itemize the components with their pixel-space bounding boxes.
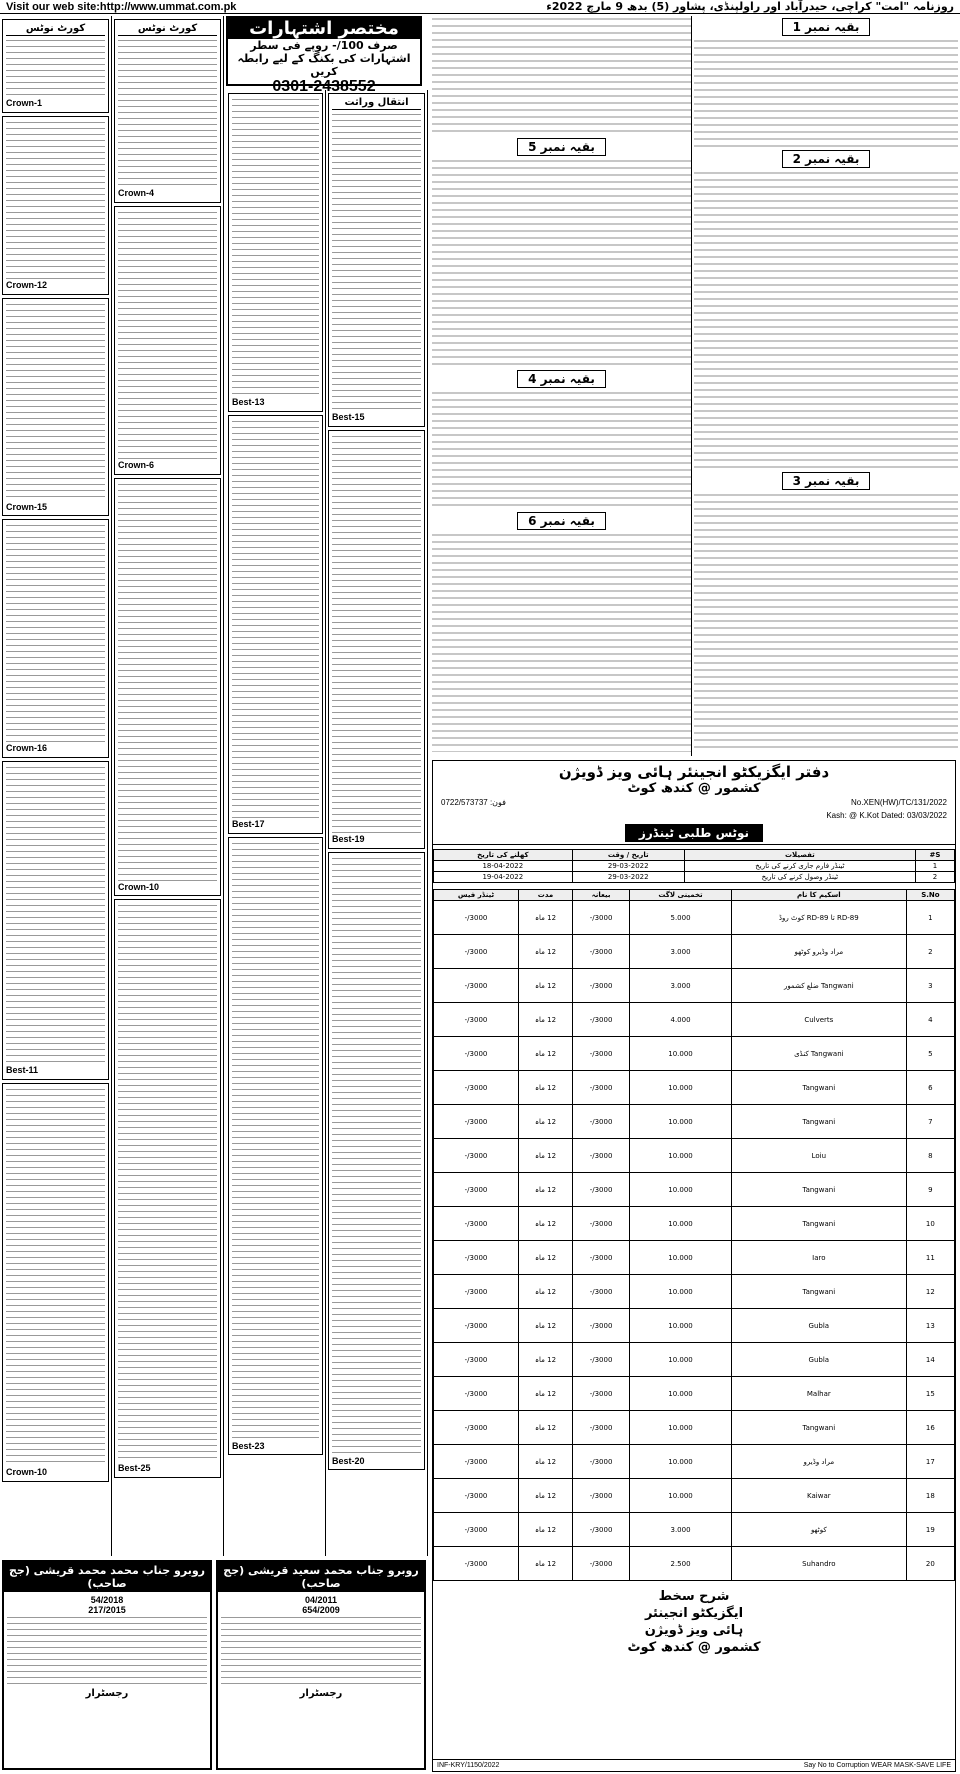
table-cell: 3000/- [434, 1513, 519, 1547]
table-cell: 14 [906, 1343, 954, 1377]
case-label: Best-15 [332, 412, 365, 422]
table-row [434, 901, 955, 935]
table-cell: 4.000 [630, 1003, 732, 1037]
case-label: Crown-15 [6, 501, 48, 512]
table-cell: 9 [906, 1173, 954, 1207]
table-cell: 3000/- [572, 1445, 629, 1479]
court-notice [328, 852, 425, 1471]
table-cell: 3000/- [572, 1173, 629, 1207]
table-row [434, 969, 955, 1003]
case-label: Crown-12 [6, 279, 48, 290]
tender-signature: شرح سخط ایگزیکٹو انجینئر ہائی ویز ڈویژن کشمور @ کندھ کوٹ [627, 1589, 761, 1655]
table-cell: 1 [906, 901, 954, 935]
ads-title: مختصر اشتہارات [228, 18, 420, 39]
works-col: اسکیم کا نام [731, 890, 906, 901]
table-cell: 3000/- [572, 1071, 629, 1105]
table-cell: 12 ماہ [519, 1105, 573, 1139]
table-cell: 3000/- [572, 1513, 629, 1547]
court-notice-column-4 [326, 90, 428, 1556]
tender-date: Kash: @ K.Kot Dated: 03/03/2022 [826, 811, 947, 820]
tender-footer-left: INF-KRY/1150/2022 [437, 1762, 500, 1769]
table-cell: Tangwani [731, 1275, 906, 1309]
table-cell: 12 ماہ [519, 1275, 573, 1309]
table-cell: 3 [906, 969, 954, 1003]
table-cell: 12 ماہ [519, 1343, 573, 1377]
court-notice [228, 415, 323, 834]
table-cell: 13 [906, 1309, 954, 1343]
table-row [434, 935, 955, 969]
tender-works-table [433, 889, 955, 1581]
table-cell: 3000/- [434, 1309, 519, 1343]
table-cell: 5 [906, 1037, 954, 1071]
continuation-6-heading: بقیہ نمبر 6 [517, 512, 606, 530]
continuation-4-heading: بقیہ نمبر 4 [517, 370, 606, 388]
table-cell: 8 [906, 1139, 954, 1173]
table-cell: کوٹھو [731, 1513, 906, 1547]
court-notice-column-1 [0, 16, 112, 1556]
works-col: بیعانہ [572, 890, 629, 901]
case-label: Crown-10 [6, 1466, 48, 1477]
notice-heading: کورٹ نوٹس [118, 23, 217, 36]
table-cell: 10.000 [630, 1275, 732, 1309]
court-box-heading: روبرو جناب محمد سعید قریشی (جج صاحب) [218, 1562, 424, 1592]
court-notice [2, 761, 109, 1080]
tender-schedule-table [433, 849, 955, 883]
table-cell: 3000/- [434, 969, 519, 1003]
case-number: 54/2018 [90, 1595, 124, 1605]
table-cell: 10.000 [630, 1343, 732, 1377]
table-cell: 3000/- [434, 1411, 519, 1445]
table-cell: 20 [906, 1547, 954, 1581]
table-cell: 12 ماہ [519, 1139, 573, 1173]
case-label: Best-25 [118, 1463, 151, 1474]
table-cell: 12 ماہ [519, 969, 573, 1003]
table-cell: 3000/- [434, 1377, 519, 1411]
table-cell: Iaro [731, 1241, 906, 1275]
table-cell: 12 ماہ [519, 1547, 573, 1581]
court-notice [328, 430, 425, 849]
table-cell: Tangwani [731, 1173, 906, 1207]
table-cell: 7 [906, 1105, 954, 1139]
court-notice [228, 837, 323, 1456]
table-cell: 3000/- [434, 1275, 519, 1309]
court-signature: رجسٹرار [299, 1688, 343, 1699]
table-cell: Loiu [731, 1139, 906, 1173]
table-cell: 3.000 [630, 1513, 732, 1547]
table-row [434, 1411, 955, 1445]
case-label: Best-17 [232, 818, 265, 829]
tender-office: دفتر ایگزیکٹو انجینئر ہائی ویز ڈویژن [558, 763, 830, 781]
table-cell: 12 ماہ [519, 1207, 573, 1241]
table-cell: Malhar [731, 1377, 906, 1411]
table-row [434, 1309, 955, 1343]
table-cell: Gubla [731, 1309, 906, 1343]
continuation-1-heading: بقیہ نمبر 1 [782, 18, 871, 36]
tender-location: کشمور @ کندھ کوٹ [627, 781, 761, 796]
table-cell: 12 ماہ [519, 1003, 573, 1037]
table-cell: 3000/- [572, 1377, 629, 1411]
website-url[interactable]: Visit our web site:http://www.ummat.com.pk [6, 0, 237, 13]
court-notice-column-2 [112, 16, 224, 1556]
table-cell: 12 [906, 1275, 954, 1309]
table-row [434, 1343, 955, 1377]
court-box-right [216, 1560, 426, 1770]
court-notice [114, 206, 221, 475]
table-cell: 10.000 [630, 1071, 732, 1105]
notice-heading: کورٹ نوٹس [6, 23, 105, 36]
table-cell: 10.000 [630, 1037, 732, 1071]
table-cell: 4 [906, 1003, 954, 1037]
table-cell: 3000/- [572, 1309, 629, 1343]
table-cell: 3000/- [572, 1275, 629, 1309]
case-sub-number: 654/2009 [302, 1605, 340, 1615]
table-cell: 5.000 [630, 901, 732, 935]
court-box-left [2, 1560, 212, 1770]
table-cell: 3000/- [572, 901, 629, 935]
works-col: مدت [519, 890, 573, 901]
ads-rate: صرف 100/- روپے فی سطر [250, 39, 398, 52]
table-cell: 3000/- [434, 1547, 519, 1581]
works-col: تخمینی لاگت [630, 890, 732, 901]
table-cell: 17 [906, 1445, 954, 1479]
schedule-col: کھلنے کی تاریخ [434, 850, 573, 861]
table-cell: 3000/- [434, 901, 519, 935]
table-cell: مراد وڈیرو [731, 1445, 906, 1479]
continuation-2-heading: بقیہ نمبر 2 [782, 150, 871, 168]
case-number: 04/2011 [304, 1595, 338, 1605]
table-cell: 12 ماہ [519, 1411, 573, 1445]
table-row [434, 1241, 955, 1275]
case-label: Best-19 [332, 833, 365, 844]
works-col: S.No [906, 890, 954, 901]
ads-booking: اشتہارات کی بکنگ کے لیے رابطہ کریں [237, 52, 411, 78]
court-box-heading: روبرو جناب محمد محمد قریشی (جج صاحب) [4, 1562, 210, 1592]
table-cell: 3000/- [434, 1343, 519, 1377]
table-cell: 3000/- [572, 1479, 629, 1513]
table-row [434, 1173, 955, 1207]
court-notice [114, 19, 221, 203]
table-cell: 18 [906, 1479, 954, 1513]
table-cell: 12 ماہ [519, 1173, 573, 1207]
table-cell: Gubla [731, 1343, 906, 1377]
schedule-col: S# [915, 850, 954, 861]
table-row [434, 1513, 955, 1547]
continuation-3-heading: بقیہ نمبر 3 [782, 472, 871, 490]
case-label: Best-11 [6, 1065, 39, 1076]
table-cell: 2 [906, 935, 954, 969]
table-cell: 10.000 [630, 1377, 732, 1411]
table-cell: Tangwani [731, 1105, 906, 1139]
table-cell: 3000/- [434, 1003, 519, 1037]
table-cell: 11 [906, 1241, 954, 1275]
table-cell: 6 [906, 1071, 954, 1105]
case-sub-number: 217/2015 [88, 1605, 126, 1615]
table-cell: 3000/- [572, 1547, 629, 1581]
table-cell: RD-89 تا RD-89 کوٹ روڈ [731, 901, 906, 935]
table-cell: 10.000 [630, 1411, 732, 1445]
table-cell: 3000/- [572, 1003, 629, 1037]
table-cell: 12 ماہ [519, 1037, 573, 1071]
table-cell: 3000/- [572, 1037, 629, 1071]
table-cell: 12 ماہ [519, 1309, 573, 1343]
case-label: Best-20 [332, 1455, 365, 1466]
table-cell: Tangwani [731, 1207, 906, 1241]
case-label: Crown-6 [118, 459, 154, 470]
table-cell: 10.000 [630, 1309, 732, 1343]
masthead: روزنامہ "امت" کراچی، حیدرآباد اور راولپنڈی، پشاور (5) بدھ 9 مارچ 2022ء [546, 0, 954, 13]
inheritance-heading: انتقال وراثت [332, 97, 421, 110]
case-label: Best-23 [232, 1440, 265, 1451]
table-cell: 10.000 [630, 1445, 732, 1479]
case-label: Best-13 [232, 397, 265, 407]
case-label: Crown-1 [6, 98, 42, 108]
table-cell: 10.000 [630, 1139, 732, 1173]
table-row: 1 ٹینڈر فارم جاری کرنے کی تاریخ 29-03-2022 18-04-2022 [434, 861, 955, 872]
table-row [434, 1445, 955, 1479]
table-row [434, 1377, 955, 1411]
table-cell: 3000/- [434, 1037, 519, 1071]
table-cell: 3000/- [434, 1241, 519, 1275]
tender-footer-right: Say No to Corruption WEAR MASK-SAVE LIFE [803, 1762, 951, 1769]
table-row [434, 1105, 955, 1139]
tender-phone: فون: 0722/573737 [441, 798, 506, 807]
table-cell: 3000/- [572, 1139, 629, 1173]
table-row [434, 1071, 955, 1105]
table-cell: 12 ماہ [519, 1071, 573, 1105]
table-cell: 3000/- [434, 935, 519, 969]
table-row [434, 1547, 955, 1581]
table-row [434, 1207, 955, 1241]
table-cell: 3000/- [434, 1173, 519, 1207]
court-notice [2, 298, 109, 517]
table-cell: 3000/- [572, 1207, 629, 1241]
tender-notice-title: نوٹس طلبی ٹینڈرز [625, 824, 763, 842]
table-cell: 16 [906, 1411, 954, 1445]
table-cell: 3000/- [434, 1139, 519, 1173]
table-cell: 3000/- [572, 935, 629, 969]
tender-notice [432, 760, 956, 1772]
table-cell: Kaiwar [731, 1479, 906, 1513]
table-cell: 3000/- [434, 1445, 519, 1479]
schedule-col: تاریخ / وقت [572, 850, 684, 861]
table-cell: 10.000 [630, 1241, 732, 1275]
court-notice [328, 93, 425, 427]
table-cell: 10.000 [630, 1207, 732, 1241]
case-label: Crown-10 [118, 881, 160, 892]
continuation-5-heading: بقیہ نمبر 5 [517, 138, 606, 156]
court-notice [228, 93, 323, 412]
table-cell: 3000/- [572, 1343, 629, 1377]
table-cell: 3000/- [572, 1241, 629, 1275]
table-cell: 3000/- [572, 1411, 629, 1445]
table-cell: 3000/- [434, 1071, 519, 1105]
table-row [434, 1275, 955, 1309]
news-column-middle [432, 16, 692, 756]
table-row: 2 ٹینڈر وصول کرنے کی تاریخ 29-03-2022 19-04-2022 [434, 872, 955, 883]
table-cell: Culverts [731, 1003, 906, 1037]
table-cell: 10 [906, 1207, 954, 1241]
table-cell: 2.500 [630, 1547, 732, 1581]
table-cell: 12 ماہ [519, 1513, 573, 1547]
works-col: ٹینڈر فیس [434, 890, 519, 901]
court-notice [2, 116, 109, 295]
table-cell: 3000/- [434, 1479, 519, 1513]
table-row [434, 1037, 955, 1071]
table-cell: 3000/- [434, 1207, 519, 1241]
ads-phone[interactable]: 0301-2438552 [272, 78, 376, 95]
table-cell: 10.000 [630, 1479, 732, 1513]
table-cell: Tangwani [731, 1411, 906, 1445]
table-cell: 3000/- [572, 1105, 629, 1139]
header-bar [0, 0, 960, 14]
table-cell: 3.000 [630, 969, 732, 1003]
tender-ref: No.XEN(HW)/TC/131/2022 [850, 798, 947, 807]
court-notice [2, 519, 109, 758]
table-cell: 3000/- [572, 969, 629, 1003]
table-cell: 3.000 [630, 935, 732, 969]
table-cell: مراد وڈیرو کوٹھو [731, 935, 906, 969]
tender-header [433, 761, 955, 845]
news-column-right [694, 16, 958, 756]
court-notice [114, 899, 221, 1478]
table-cell: 3000/- [434, 1105, 519, 1139]
table-cell: 15 [906, 1377, 954, 1411]
table-row [434, 1479, 955, 1513]
case-label: Crown-16 [6, 743, 48, 754]
court-notice [2, 19, 109, 113]
table-cell: Tangwani [731, 1071, 906, 1105]
schedule-col: تفصیلات [684, 850, 915, 861]
table-cell: 12 ماہ [519, 1241, 573, 1275]
court-notice [114, 478, 221, 897]
table-cell: 12 ماہ [519, 1445, 573, 1479]
table-cell: 19 [906, 1513, 954, 1547]
table-row [434, 1003, 955, 1037]
court-notice [2, 1083, 109, 1482]
table-cell: 10.000 [630, 1105, 732, 1139]
court-notice-column-3 [226, 90, 326, 1556]
tender-footer [433, 1759, 955, 1771]
court-signature: رجسٹرار [85, 1688, 129, 1699]
table-cell: 12 ماہ [519, 1377, 573, 1411]
table-cell: Tangwani کنڈی [731, 1037, 906, 1071]
table-row [434, 1139, 955, 1173]
table-cell: Tangwani ضلع کشمور [731, 969, 906, 1003]
table-cell: 12 ماہ [519, 935, 573, 969]
table-cell: 12 ماہ [519, 1479, 573, 1513]
table-cell: 12 ماہ [519, 901, 573, 935]
table-cell: Suhandro [731, 1547, 906, 1581]
classified-ads-box [226, 16, 422, 95]
table-cell: 10.000 [630, 1173, 732, 1207]
case-label: Crown-4 [118, 188, 154, 198]
